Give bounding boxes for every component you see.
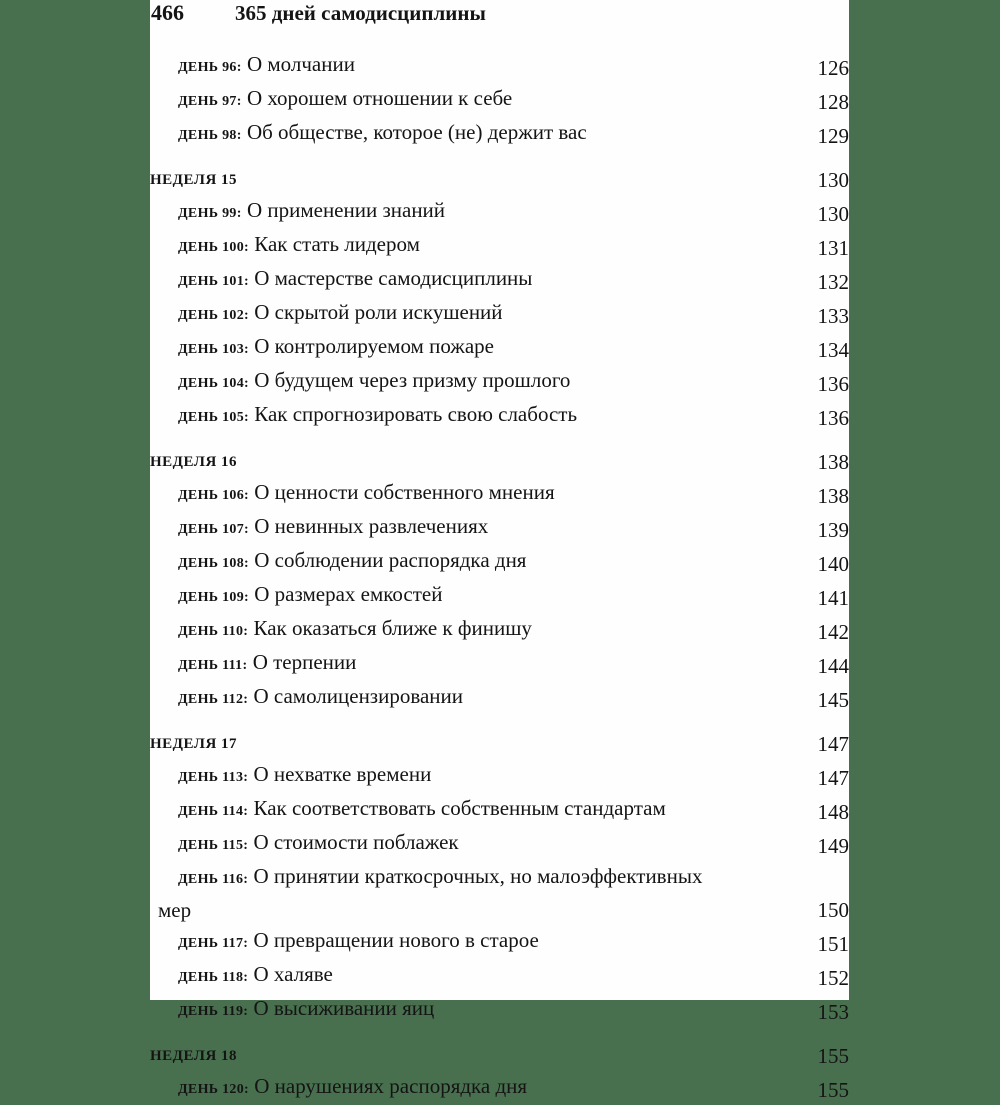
- entry-page-number: 138: [817, 484, 849, 508]
- day-label: ДЕНЬ 120:: [178, 1082, 249, 1097]
- day-title: ДЕНЬ 104: О будущем через призму прошлого: [178, 368, 571, 392]
- toc-entry-row: [150, 793, 849, 827]
- entry-page-number: 136: [817, 406, 849, 430]
- day-label: ДЕНЬ 117:: [178, 936, 249, 951]
- toc-entry-row: [150, 827, 849, 861]
- entry-page-number: 150: [817, 898, 849, 922]
- toc-entry-row: [150, 1071, 849, 1105]
- day-title: ДЕНЬ 120: О нарушениях распорядка дня: [178, 1074, 528, 1098]
- day-label: ДЕНЬ 96:: [178, 60, 242, 75]
- toc-entry-row: [150, 83, 849, 117]
- running-title: 365 дней самодисциплины: [235, 1, 486, 25]
- toc-section: [150, 729, 849, 1027]
- table-of-contents: [150, 49, 849, 1105]
- toc-section: [150, 447, 849, 715]
- day-title: ДЕНЬ 106: О ценности собственного мнения: [178, 480, 555, 504]
- day-title: ДЕНЬ 97: О хорошем отношении к себе: [178, 86, 513, 110]
- day-label: ДЕНЬ 100:: [178, 240, 249, 255]
- day-label: ДЕНЬ 116:: [178, 872, 249, 887]
- entry-page-number: 152: [817, 966, 849, 990]
- toc-entry-row: [150, 925, 849, 959]
- toc-section: [150, 165, 849, 433]
- toc-entry-row: [150, 959, 849, 993]
- entry-page-number: 149: [817, 834, 849, 858]
- entry-page-number: 147: [817, 766, 849, 790]
- day-label: ДЕНЬ 103:: [178, 342, 249, 357]
- toc-entry-row: [150, 263, 849, 297]
- day-title: ДЕНЬ 116: О принятии краткосрочных, но малоэффективных: [178, 864, 703, 888]
- week-label: НЕДЕЛЯ 15: [150, 172, 238, 188]
- day-title: ДЕНЬ 96: О молчании: [178, 52, 355, 76]
- entry-page-number: 139: [817, 518, 849, 542]
- week-page-number: 130: [817, 168, 849, 192]
- entry-page-number: 145: [817, 688, 849, 712]
- toc-entry-row: [150, 647, 849, 681]
- day-title: ДЕНЬ 102: О скрытой роли искушений: [178, 300, 503, 324]
- day-label: ДЕНЬ 107:: [178, 522, 249, 537]
- toc-entry-row: [150, 331, 849, 365]
- toc-entry-row: [150, 681, 849, 715]
- day-label: ДЕНЬ 109:: [178, 590, 249, 605]
- day-label: ДЕНЬ 101:: [178, 274, 249, 289]
- toc-entry-row: [150, 545, 849, 579]
- toc-entry-row: [150, 759, 849, 793]
- day-title: ДЕНЬ 111: О терпении: [178, 650, 357, 674]
- day-label: ДЕНЬ 114:: [178, 804, 249, 819]
- toc-entry-row: [150, 195, 849, 229]
- week-page-number: 147: [817, 732, 849, 756]
- day-title: ДЕНЬ 103: О контролируемом пожаре: [178, 334, 494, 358]
- day-title: ДЕНЬ 105: Как спрогнозировать свою слабость: [178, 402, 578, 426]
- toc-entry-row: [150, 579, 849, 613]
- day-title: ДЕНЬ 101: О мастерстве самодисциплины: [178, 266, 533, 290]
- day-label: ДЕНЬ 105:: [178, 410, 249, 425]
- day-label: ДЕНЬ 97:: [178, 94, 242, 109]
- toc-entry-row: [150, 49, 849, 83]
- week-page-number: 138: [817, 450, 849, 474]
- week-label: НЕДЕЛЯ 16: [150, 454, 238, 470]
- entry-page-number: 142: [817, 620, 849, 644]
- week-page-number: 155: [817, 1044, 849, 1068]
- toc-entry-row: [150, 297, 849, 331]
- entry-page-number: 151: [817, 932, 849, 956]
- toc-week-row: [150, 729, 849, 759]
- entry-page-number: 153: [817, 1000, 849, 1024]
- toc-entry-row: [150, 861, 849, 895]
- toc-week-row: [150, 165, 849, 195]
- day-label: ДЕНЬ 104:: [178, 376, 249, 391]
- book-page: [150, 0, 849, 1102]
- day-title: ДЕНЬ 98: Об обществе, которое (не) держит вас: [178, 120, 587, 144]
- page-number: 466: [151, 0, 184, 25]
- page-header: [150, 0, 849, 26]
- toc-week-row: [150, 447, 849, 477]
- week-label: НЕДЕЛЯ 18: [150, 1048, 238, 1064]
- day-label: ДЕНЬ 119:: [178, 1004, 249, 1019]
- toc-entry-row: [150, 399, 849, 433]
- entry-page-number: 140: [817, 552, 849, 576]
- day-title: ДЕНЬ 115: О стоимости поблажек: [178, 830, 459, 854]
- entry-page-number: 129: [817, 124, 849, 148]
- day-title: ДЕНЬ 99: О применении знаний: [178, 198, 446, 222]
- day-label: ДЕНЬ 98:: [178, 128, 242, 143]
- entry-page-number: 141: [817, 586, 849, 610]
- toc-week-row: [150, 1041, 849, 1071]
- entry-page-number: 130: [817, 202, 849, 226]
- toc-entry-continuation-row: [150, 895, 849, 925]
- entry-page-number: 144: [817, 654, 849, 678]
- day-title: ДЕНЬ 112: О самолицензировании: [178, 684, 464, 708]
- day-label: ДЕНЬ 110:: [178, 624, 249, 639]
- day-label: ДЕНЬ 118:: [178, 970, 249, 985]
- day-title: ДЕНЬ 110: Как оказаться ближе к финишу: [178, 616, 532, 640]
- toc-entry-row: [150, 613, 849, 647]
- day-label: ДЕНЬ 113:: [178, 770, 249, 785]
- toc-entry-row: [150, 993, 849, 1027]
- day-title: ДЕНЬ 118: О халяве: [178, 962, 333, 986]
- day-title: ДЕНЬ 114: Как соответствовать собственным стандартам: [178, 796, 666, 820]
- toc-entry-row: [150, 117, 849, 151]
- day-title: ДЕНЬ 107: О невинных развлечениях: [178, 514, 489, 538]
- day-label: ДЕНЬ 112:: [178, 692, 249, 707]
- day-label: ДЕНЬ 108:: [178, 556, 249, 571]
- day-title: ДЕНЬ 113: О нехватке времени: [178, 762, 432, 786]
- day-label: ДЕНЬ 111:: [178, 658, 248, 673]
- day-label: ДЕНЬ 106:: [178, 488, 249, 503]
- day-title: ДЕНЬ 100: Как стать лидером: [178, 232, 420, 256]
- day-title: ДЕНЬ 119: О высиживании яиц: [178, 996, 435, 1020]
- day-title: ДЕНЬ 109: О размерах емкостей: [178, 582, 443, 606]
- day-title-continuation: мер: [158, 898, 192, 922]
- entry-page-number: 134: [817, 338, 849, 362]
- day-label: ДЕНЬ 99:: [178, 206, 242, 221]
- toc-section: [150, 49, 849, 151]
- entry-page-number: 131: [817, 236, 849, 260]
- entry-page-number: 128: [817, 90, 849, 114]
- entry-page-number: 132: [817, 270, 849, 294]
- toc-section: [150, 1041, 849, 1105]
- toc-entry-row: [150, 511, 849, 545]
- entry-page-number: 136: [817, 372, 849, 396]
- day-label: ДЕНЬ 115:: [178, 838, 249, 853]
- toc-entry-row: [150, 365, 849, 399]
- day-label: ДЕНЬ 102:: [178, 308, 249, 323]
- entry-page-number: 126: [817, 56, 849, 80]
- entry-page-number: 148: [817, 800, 849, 824]
- toc-entry-row: [150, 477, 849, 511]
- entry-page-number: 133: [817, 304, 849, 328]
- entry-page-number: 155: [817, 1078, 849, 1102]
- day-title: ДЕНЬ 117: О превращении нового в старое: [178, 928, 539, 952]
- toc-entry-row: [150, 229, 849, 263]
- week-label: НЕДЕЛЯ 17: [150, 736, 238, 752]
- day-title: ДЕНЬ 108: О соблюдении распорядка дня: [178, 548, 527, 572]
